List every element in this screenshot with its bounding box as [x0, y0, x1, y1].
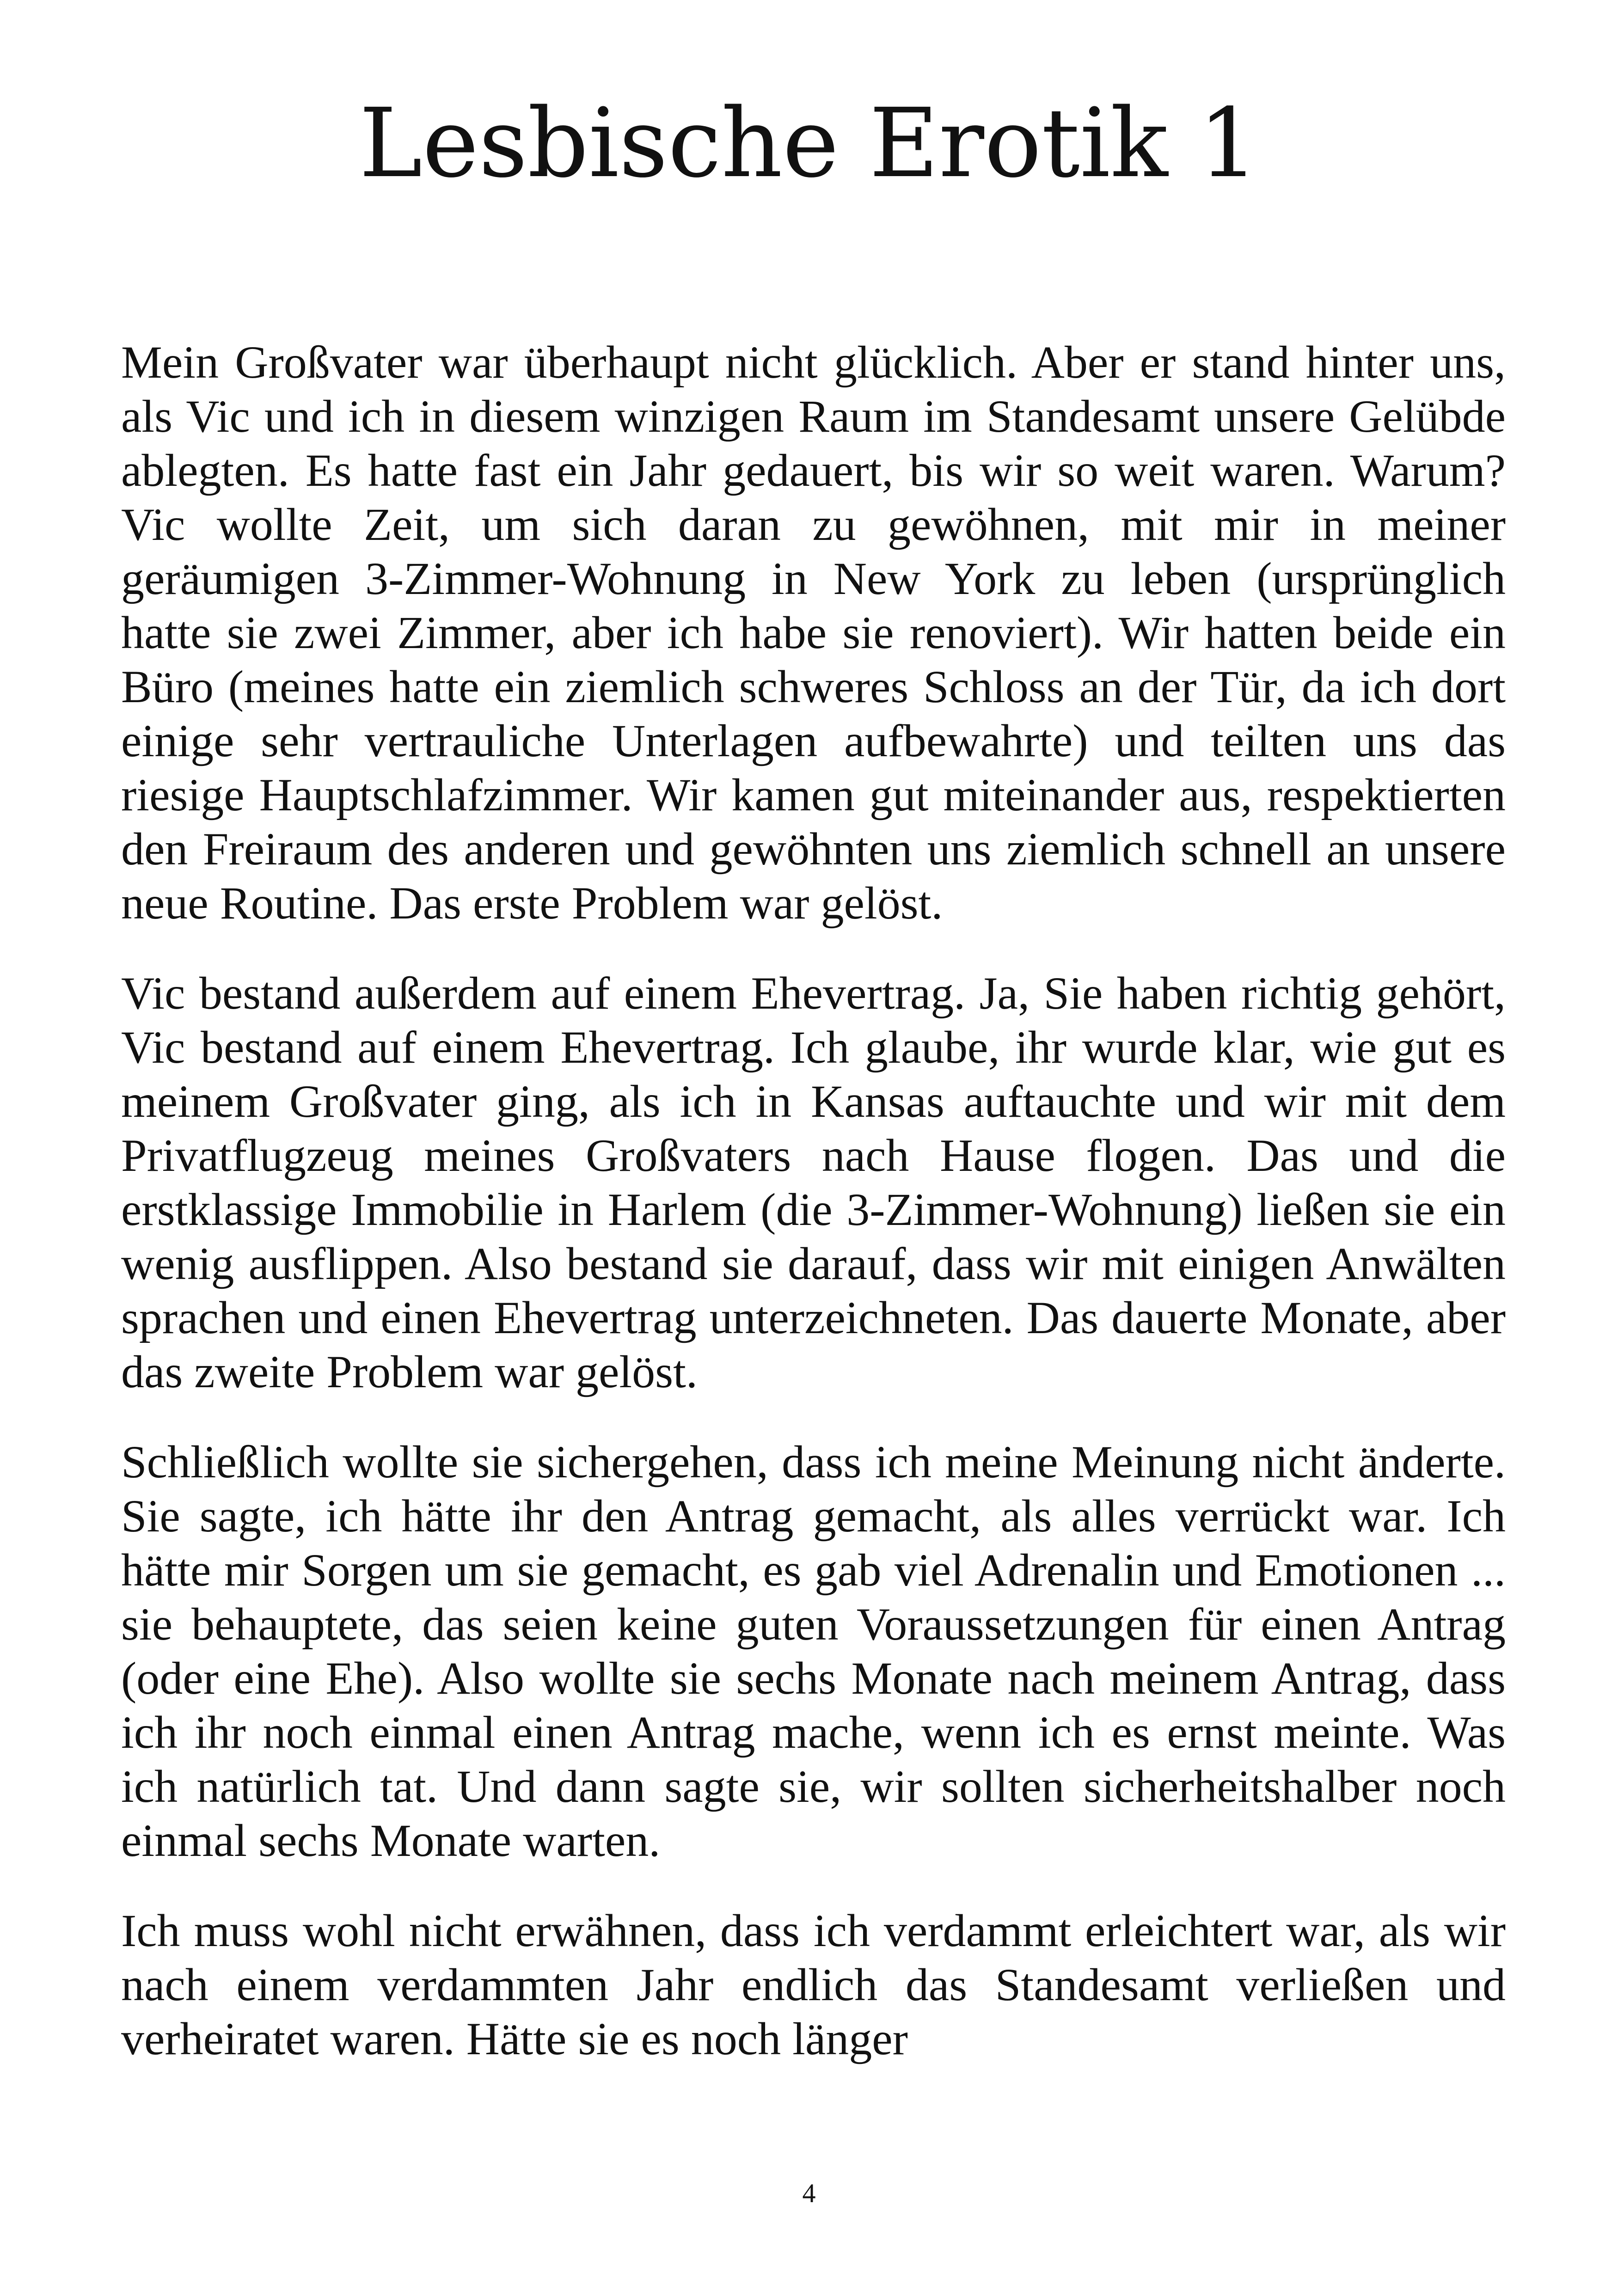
- page-number: 4: [802, 2178, 816, 2208]
- paragraph-1: Mein Großvater war überhaupt nicht glücklich. Aber er stand hinter uns, als Vic und ich in diesem winzigen Raum im Standesamt unsere Gelübde ablegten. Es hatte fast ein Jahr gedauert, bis wir so weit waren. Warum? Vic wollte Zeit, um sich daran zu gewöhnen, mit mir in meiner geräumigen 3-Zimmer-Wohnung in New York zu leben (ursprünglich hatte sie zwei Zimmer, aber ich habe sie renoviert). Wir hatten beide ein Büro (meines hatte ein ziemlich schweres Schloss an der Tür, da ich dort einige sehr vertrauliche Unterlagen aufbewahrte) und teilten uns das riesige Hauptschlafzimmer. Wir kamen gut miteinander aus, respektierten den Freiraum des anderen und gewöhnten uns ziemlich schnell an unsere neue Routine. Das erste Problem war gelöst.: [121, 337, 1506, 929]
- paragraph-4: Ich muss wohl nicht erwähnen, dass ich verdammt erleichtert war, als wir nach einem verdammten Jahr endlich das Standesamt verließen und verheiratet waren. Hätte sie es noch länger: [121, 1905, 1506, 2064]
- paragraph-3: Schließlich wollte sie sichergehen, dass ich meine Meinung nicht änderte. Sie sagte, ich hätte ihr den Antrag gemacht, als alles verrückt war. Ich hätte mir Sorgen um sie gemacht, es gab viel Adrenalin und Emotionen ... sie behauptete, das seien keine guten Voraussetzungen für einen Antrag (oder eine Ehe). Also wollte sie sechs Monate nach meinem Antrag, dass ich ihr noch einmal einen Antrag mache, wenn ich es ernst meinte. Was ich natürlich tat. Und dann sagte sie, wir sollten sicherheitshalber noch einmal sechs Monate warten.: [121, 1436, 1506, 1866]
- body-text: [121, 335, 1506, 2102]
- paragraph-2: Vic bestand außerdem auf einem Ehevertrag. Ja, Sie haben richtig gehört, Vic bestand auf einem Ehevertrag. Ich glaube, ihr wurde klar, wie gut es meinem Großvater ging, als ich in Kansas auftauchte und wir mit dem Privatflugzeug meines Großvaters nach Hause flogen. Das und die erstklassige Immobilie in Harlem (die 3-Zimmer-Wohnung) ließen sie ein wenig ausflippen. Also bestand sie darauf, dass wir mit einigen Anwälten sprachen und einen Ehevertrag unterzeichneten. Das dauerte Monate, aber das zweite Problem war gelöst.: [121, 967, 1506, 1397]
- page-title: Lesbische Erotik 1: [359, 88, 1259, 199]
